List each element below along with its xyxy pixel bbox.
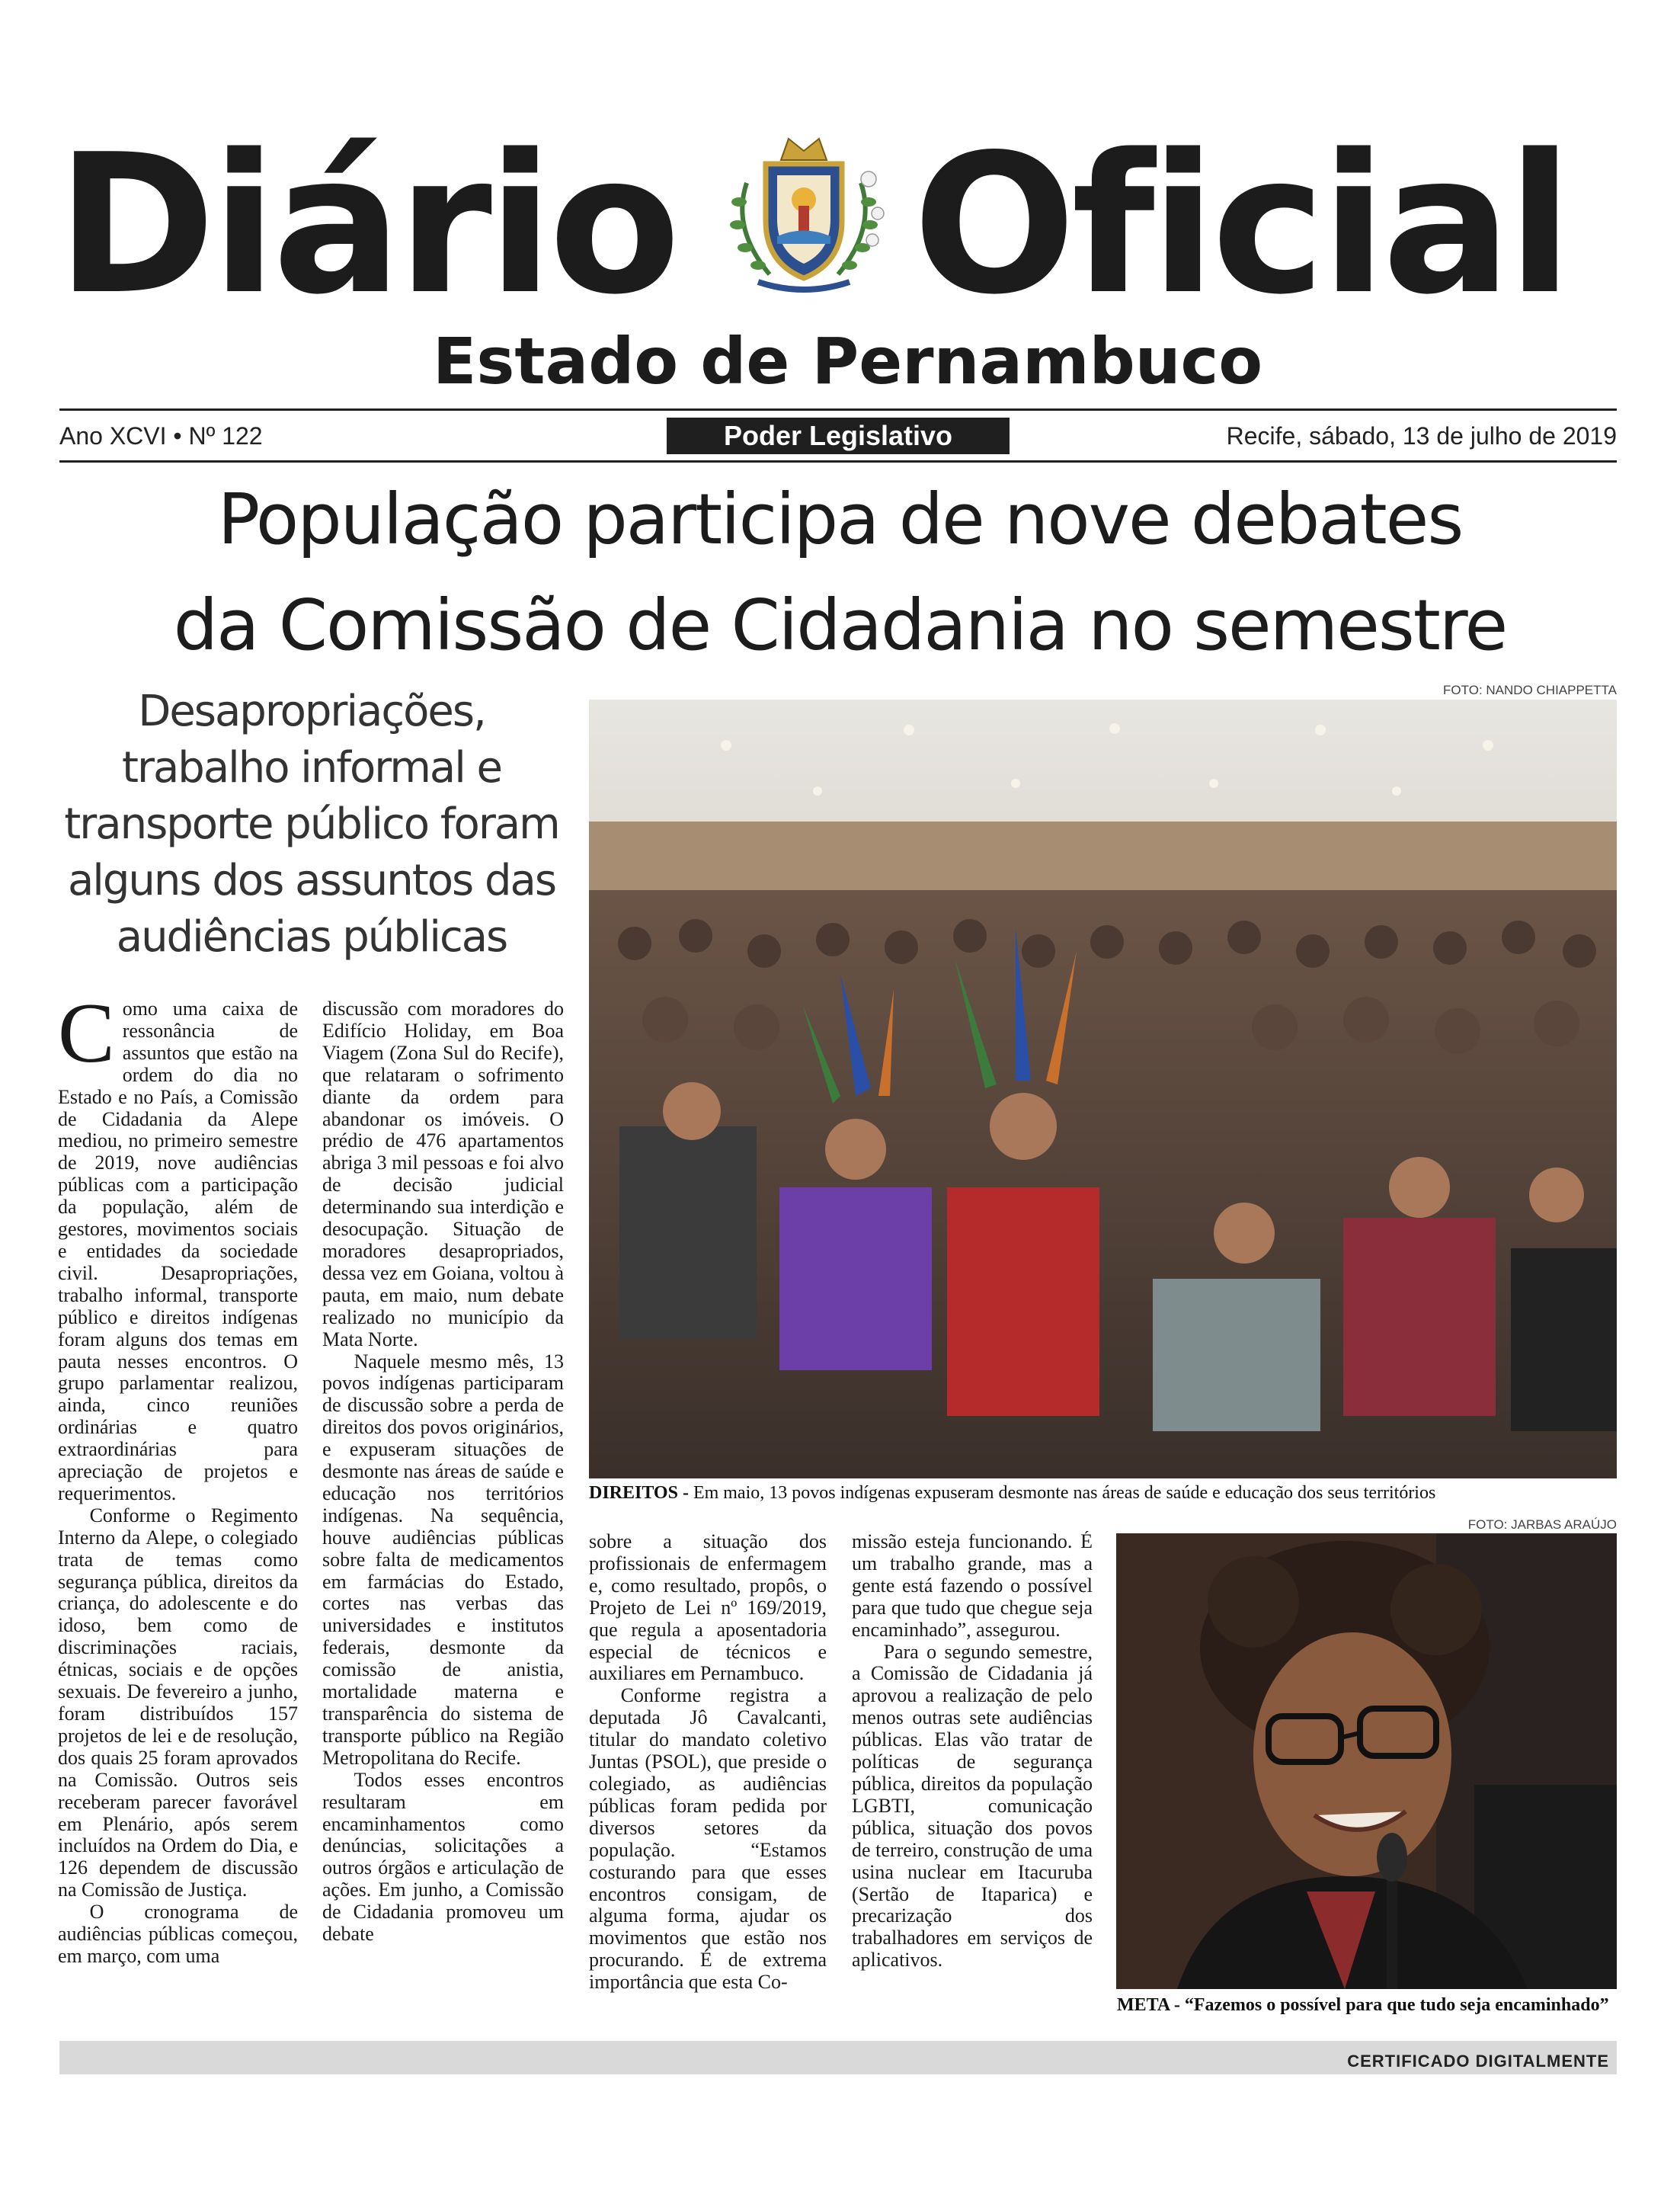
article-paragraph: missão esteja funcionando. É um trabalho grande, mas a gente está fazendo o possível para que tudo que chegue seja encaminhado”, assegurou. xyxy=(852,1531,1093,1641)
masthead-title-left: Diário xyxy=(56,114,677,337)
headline-line-1: População participa de nove debates xyxy=(217,479,1463,560)
main-photo-caption xyxy=(589,1483,1435,1504)
main-photo-caption-lead: DIREITOS - xyxy=(589,1483,689,1503)
article-paragraph: discussão com moradores do Edifício Holiday, em Boa Viagem (Zona Sul do Recife), que relataram o sofrimento diante da ordem para abandonar os imóveis. O prédio de 476 apartamentos abriga 3 mil pessoas e foi alvo de decisão judicial determinando sua interdição e desocupação. Situação de moradores desapropriados, dessa vez em Goiana, voltou à pauta, em maio, num debate realizado no município da Mata Norte. xyxy=(322,998,564,1350)
masthead-title-right: Oficial xyxy=(913,114,1569,337)
article-paragraph: Conforme o Regimento Interno da Alepe, o colegiado trata de temas como segurança pública, direitos da criança, do adolescente e do idoso, bem como de discriminações raciais, étnicas, sociais e de opções sexuais. De fevereiro a junho, foram distribuídos 157 projetos de lei e de resolução, dos quais 25 foram aprovados na Comissão. Outros seis receberam parecer favorável em Plenário, após serem incluídos na Ordem do Dia, e 126 dependem de discussão na Comissão de Justiça. xyxy=(58,1504,298,1901)
article-column-3 xyxy=(589,1531,827,2019)
main-photo xyxy=(589,700,1617,1478)
article-paragraph: Para o segundo semestre, a Comissão de Cidadania já aprovou a realização de pelo menos outras sete audiências públicas. Elas vão tratar de políticas de segurança pública, direitos da população LGBTI, comunicação pública, situação dos povos de terreiro, construção de uma usina nuclear em Itacuruba (Sertão de Itaparica) e precarização dos trabalhadores em serviços de aplicativos. xyxy=(852,1640,1093,1972)
article-column-4 xyxy=(852,1531,1093,2019)
masthead-subtitle: Estado de Pernambuco xyxy=(433,324,1263,399)
main-photo-caption-text: Em maio, 13 povos indígenas expuseram desmonte nas áreas de saúde e educação dos seus territórios xyxy=(693,1483,1436,1503)
article-column-1 xyxy=(58,998,298,2020)
article-paragraph: Conforme registra a deputada Jô Cavalcanti, titular do mandato coletivo Juntas (PSOL), que preside o colegiado, as audiências públicas foram pedida por diversos setores da população. “Estamos costurando para que esses encontros consigam, de alguma forma, ajudar os movimentos que estão nos procurando. É de extrema importância que esta Co- xyxy=(589,1684,827,1994)
headline-line-2: da Comissão de Cidadania no semestre xyxy=(173,585,1507,666)
article-paragraph: O cronograma de audiências públicas começou, em março, com uma xyxy=(58,1901,298,1967)
article-paragraph: Todos esses encontros resultaram em encaminhamentos como denúncias, solicitações a outros órgãos e articulação de ações. Em junho, a Comissão de Cidadania promoveu um debate xyxy=(322,1768,564,1946)
article-column-2 xyxy=(322,998,564,2020)
article-paragraph: sobre a situação dos profissionais de enfermagem e, como resultado, propôs, o Projeto de Lei nº 169/2019, que regula a aposentadoria especial de técnicos e auxiliares em Pernambuco. xyxy=(589,1531,827,1685)
article-paragraph xyxy=(58,998,298,1505)
masthead-rule-bottom xyxy=(59,460,1617,463)
drop-cap: C xyxy=(58,998,115,1081)
dateline: Recife, sábado, 13 de julho de 2019 xyxy=(1226,422,1617,450)
side-photo-caption-text: “Fazemos o possível para que tudo seja encaminhado” xyxy=(1184,1995,1609,2015)
coat-of-arms-icon xyxy=(716,130,891,293)
issue-number: Ano XCVI • Nº 122 xyxy=(59,422,263,450)
article-deck: Desapropriações, trabalho informal e transporte público foram alguns dos assuntos das audiências públicas xyxy=(64,687,559,962)
section-tag: Poder Legislativo xyxy=(667,418,1010,454)
masthead-rule-top xyxy=(59,408,1617,411)
side-photo-credit: FOTO: JARBAS ARAÚJO xyxy=(1467,1517,1617,1532)
side-photo-caption xyxy=(1117,1995,1609,2016)
main-photo-credit: FOTO: NANDO CHIAPPETTA xyxy=(1443,683,1617,697)
side-photo-caption-lead: META - xyxy=(1117,1995,1180,2015)
digital-certificate-label: CERTIFICADO DIGITALMENTE xyxy=(1347,2052,1609,2071)
paragraph-text: omo uma caixa de ressonância de assuntos que estão na ordem do dia no Estado e no País, a Comissão de Cidadania da Alepe mediou, no primeiro semestre de 2019, nove audiências públicas com a participação da população, além de gestores, movimentos sociais e entidades da sociedade civil. Desapropriações, trabalho informal, transporte público e direitos indígenas foram alguns dos temas em pauta nesses encontros. O grupo parlamentar realizou, ainda, cinco reuniões ordinárias e quatro extraordinárias para apreciação de projetos e requerimentos. xyxy=(58,998,298,1504)
side-photo xyxy=(1116,1533,1617,1989)
article-paragraph: Naquele mesmo mês, 13 povos indígenas participaram de discussão sobre a perda de direitos dos povos originários, e expuseram situações de desmonte nas áreas de saúde e educação nos territórios indígenas. Na sequência, houve audiências públicas sobre falta de medicamentos em farmácias do Estado, cortes nas verbas das universidades e institutos federais, desmonte da comissão de anistia, mortalidade materna e transparência do sistema de transporte público na Região Metropolitana do Recife. xyxy=(322,1350,564,1769)
